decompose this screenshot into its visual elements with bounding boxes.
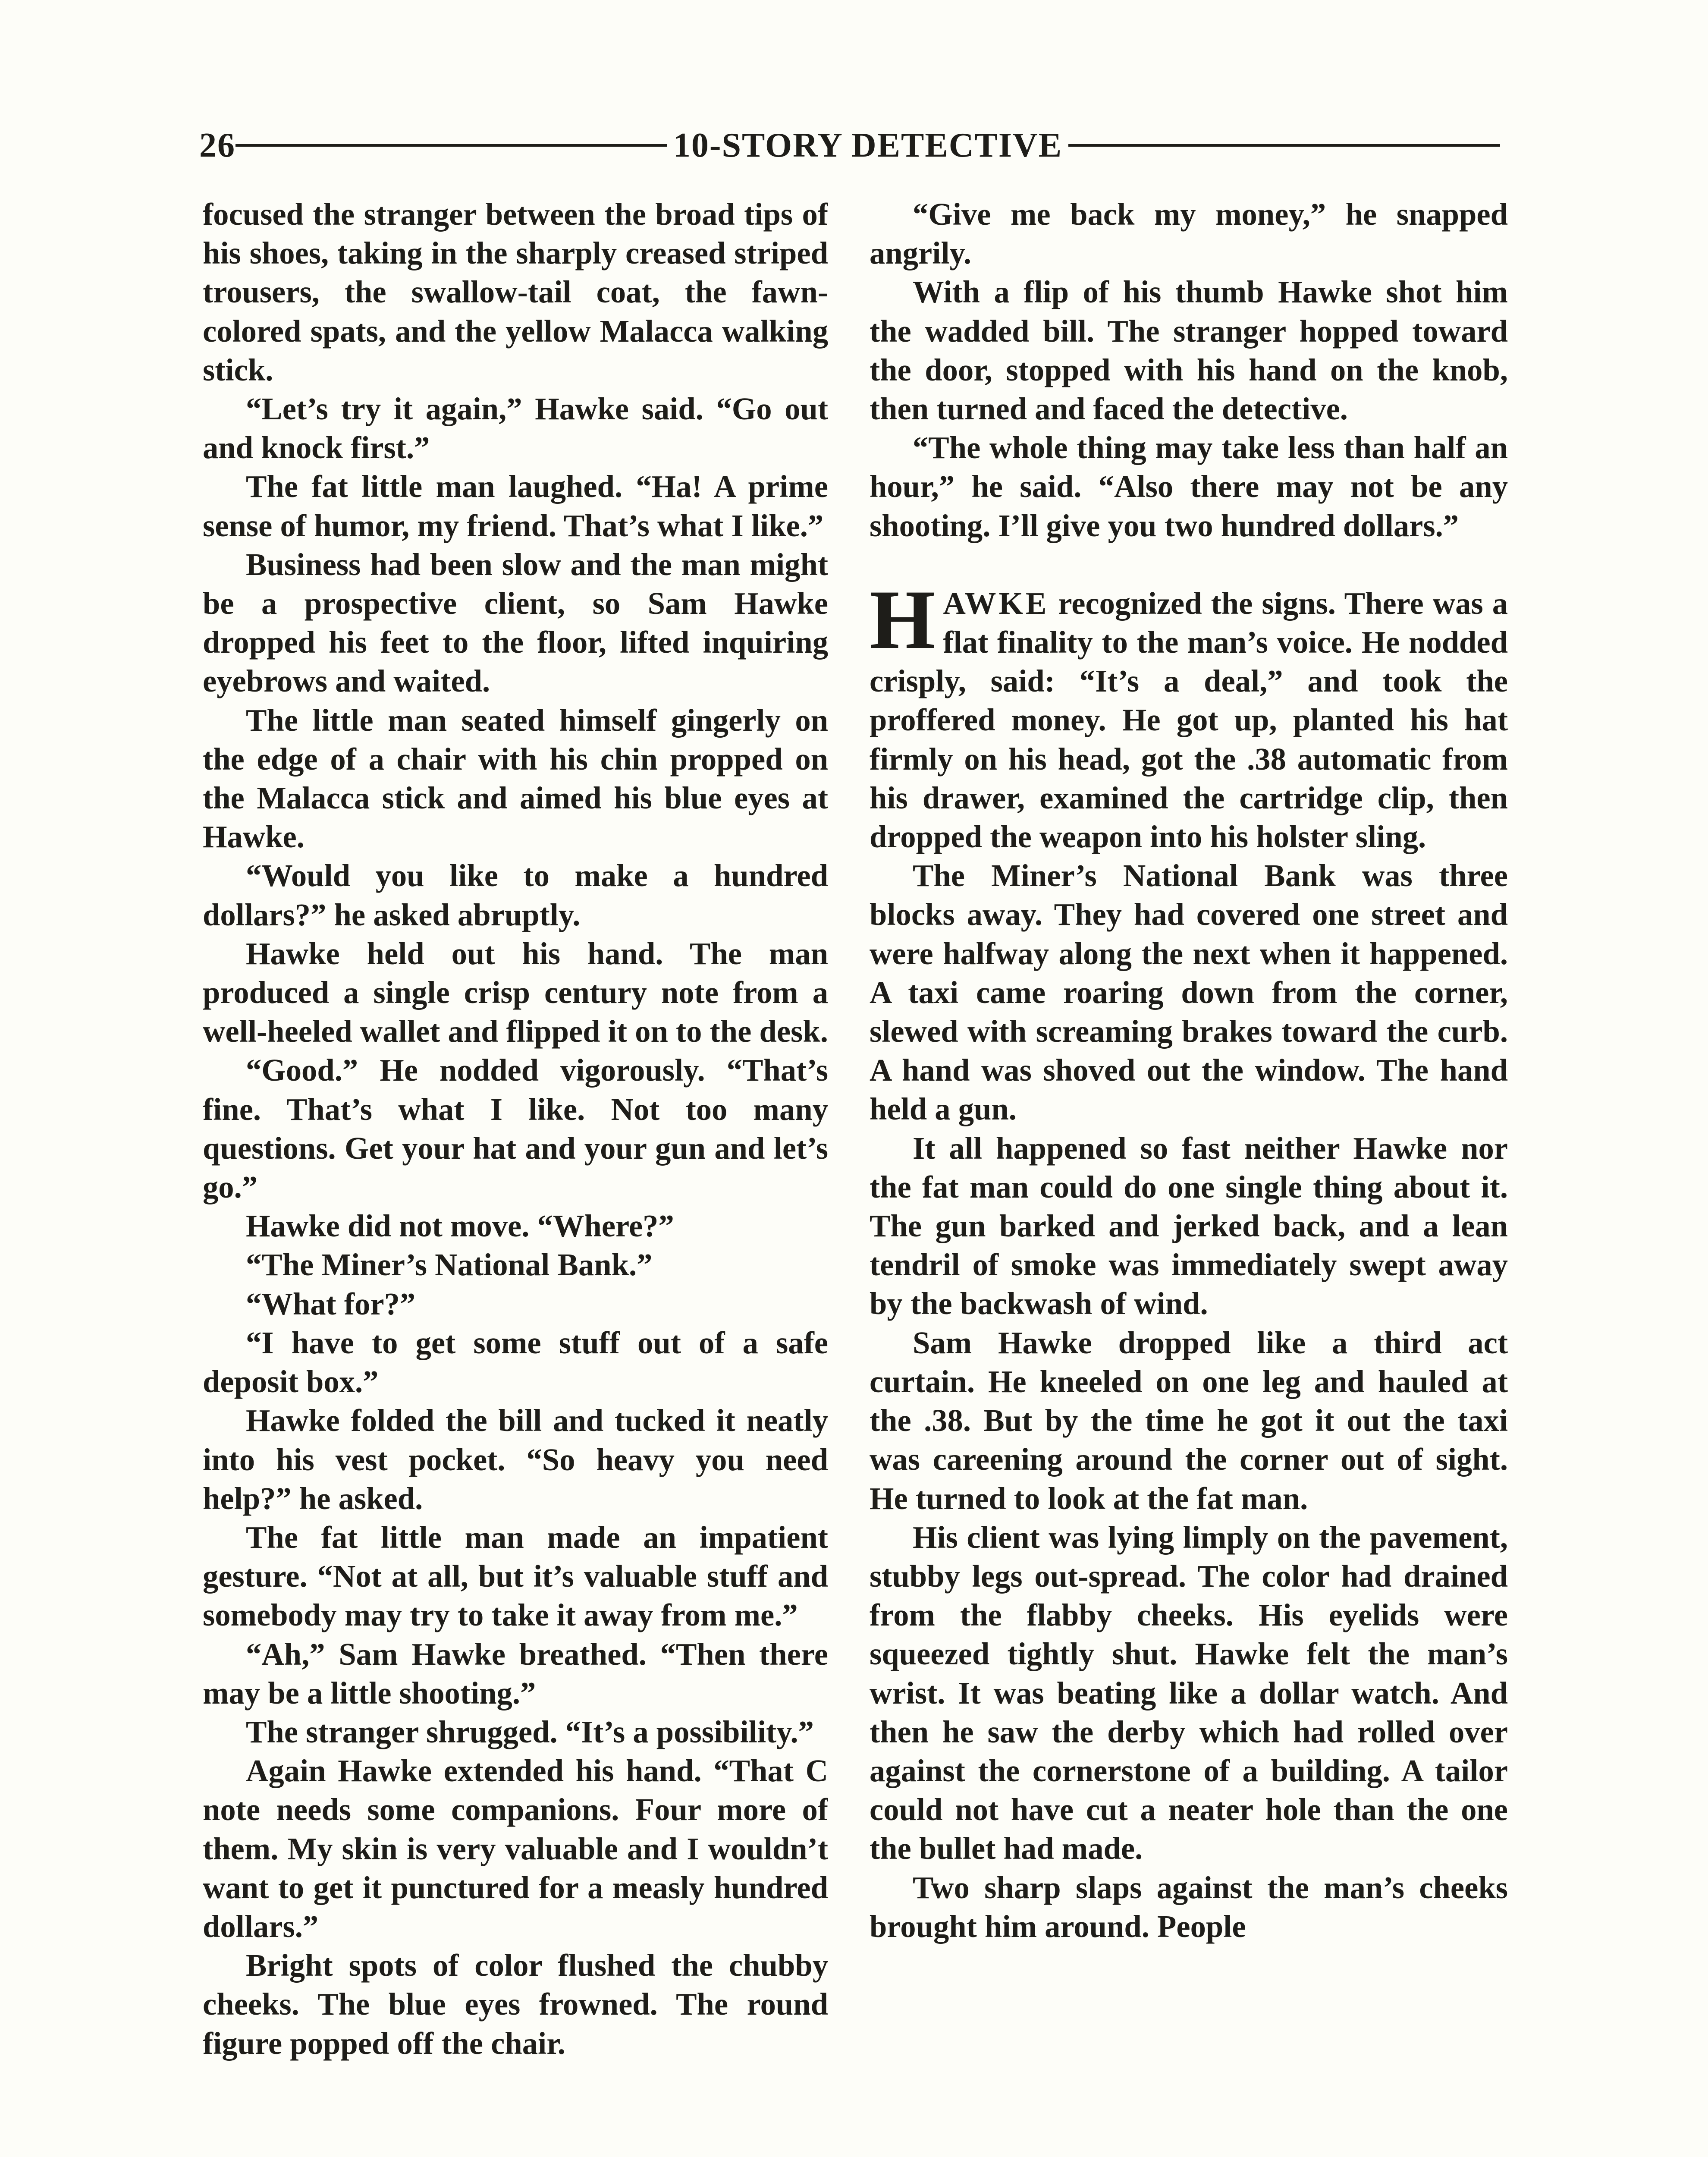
paragraph: “The whole thing may take less than half an hour,” he said. “Also there may not be any shooting. I’ll give you two hundred dollars.” [870,430,1508,543]
page-number: 26 [199,126,235,164]
section-break [870,545,1508,584]
header-rule-right [1068,144,1500,147]
paragraph: Hawke folded the bill and tucked it neatly into his vest pocket. “So heavy you need help?” he asked. [203,1403,828,1516]
paragraph: focused the stranger between the broad tips of his shoes, taking in the sharply creased striped trousers, the swallow-tail coat, the fawn-colored spats, and the yellow Malacca walking stick. [203,197,828,387]
paragraph: “Give me back my money,” he snapped angrily. [870,197,1508,271]
drop-cap-letter: H [870,572,936,667]
paragraph: “Would you like to make a hundred dollars?” he asked abruptly. [203,858,828,932]
paragraph: The stranger shrugged. “It’s a possibility.” [246,1714,814,1749]
paragraph: “Let’s try it again,” Hawke said. “Go out and knock first.” [203,391,828,465]
paragraph: Sam Hawke dropped like a third act curtain. He kneeled on one leg and hauled at the .38. But by the time he got it out the taxi was careening around the corner out of sight. He turned to look at the fat man. [870,1325,1508,1516]
running-head [199,117,1500,173]
paragraph: “The Miner’s National Bank.” [246,1247,653,1283]
paragraph: Business had been slow and the man might be a prospective client, so Sam Hawke dropped his feet to the floor, lifted inquiring eyebrows and waited. [203,547,828,699]
paragraph: “I have to get some stuff out of a safe deposit box.” [203,1325,828,1399]
paragraph: His client was lying limply on the pavement, stubby legs out-spread. The color had drained from the flabby cheeks. His eyelids were squeezed tightly shut. Hawke felt the man’s wrist. It was beating like a dollar watch. And then he saw the derby which had rolled over against the cornerstone of a building. A tailor could not have cut a neater hole than the one the bullet had made. [870,1519,1508,1866]
paragraph-text: recognized the signs. There was a flat finality to the man’s voice. He nodded crisply, said: “It’s a deal,” and took the proffered money. He got up, planted his hat firmly on his head, got the .38 automatic from his drawer, examined the cartridge clip, then dropped the weapon into his holster sling. [870,585,1508,855]
paragraph: The fat little man made an impatient gesture. “Not at all, but it’s valuable stuff and somebody may try to take it away from me.” [203,1519,828,1633]
header-rule-left [235,144,667,147]
paragraph: The fat little man laughed. “Ha! A prime sense of humor, my friend. That’s what I like.” [203,469,828,543]
paragraph: Again Hawke extended his hand. “That C note needs some companions. Four more of them. My skin is very valuable and I wouldn’t want to get it punctured for a measly hundred dollars.” [203,1753,828,1944]
drop-cap-paragraph [870,572,1508,856]
paragraph: The little man seated himself gingerly on the edge of a chair with his chin propped on the Malacca stick and aimed his blue eyes at Hawke. [203,702,828,855]
paragraph: Bright spots of color flushed the chubby cheeks. The blue eyes frowned. The round figure popped off the chair. [203,1948,828,2061]
paragraph: The Miner’s National Bank was three blocks away. They had covered one street and were halfway along the next when it happened. A taxi came roaring down from the corner, slewed with screaming brakes toward the curb. A hand was shoved out the window. The hand held a gun. [870,858,1508,1127]
paragraph: Hawke held out his hand. The man produced a single crisp century note from a well-heeled wallet and flipped it on to the desk. [203,936,828,1049]
right-column [870,195,1508,2157]
lead-in-word: AWKE [943,585,1049,621]
paragraph: It all happened so fast neither Hawke nor the fat man could do one single thing about it. The gun barked and jerked back, and a lean tendril of smoke was immediately swept away by the backwash of wind. [870,1130,1508,1321]
paragraph: “Good.” He nodded vigorously. “That’s fine. That’s what I like. Not too many questions. Get your hat and your gun and let’s go.” [203,1053,828,1205]
magazine-title: 10-STORY DETECTIVE [673,126,1063,164]
paragraph: Hawke did not move. “Where?” [246,1208,674,1244]
paragraph: Two sharp slaps against the man’s cheeks brought him around. People [870,1870,1508,1944]
left-column [203,195,828,2157]
paragraph: “Ah,” Sam Hawke breathed. “Then there may be a little shooting.” [203,1636,828,1711]
paragraph: With a flip of his thumb Hawke shot him the wadded bill. The stranger hopped toward the door, stopped with his hand on the knob, then turned and faced the detective. [870,274,1508,427]
paragraph: “What for?” [246,1286,416,1321]
